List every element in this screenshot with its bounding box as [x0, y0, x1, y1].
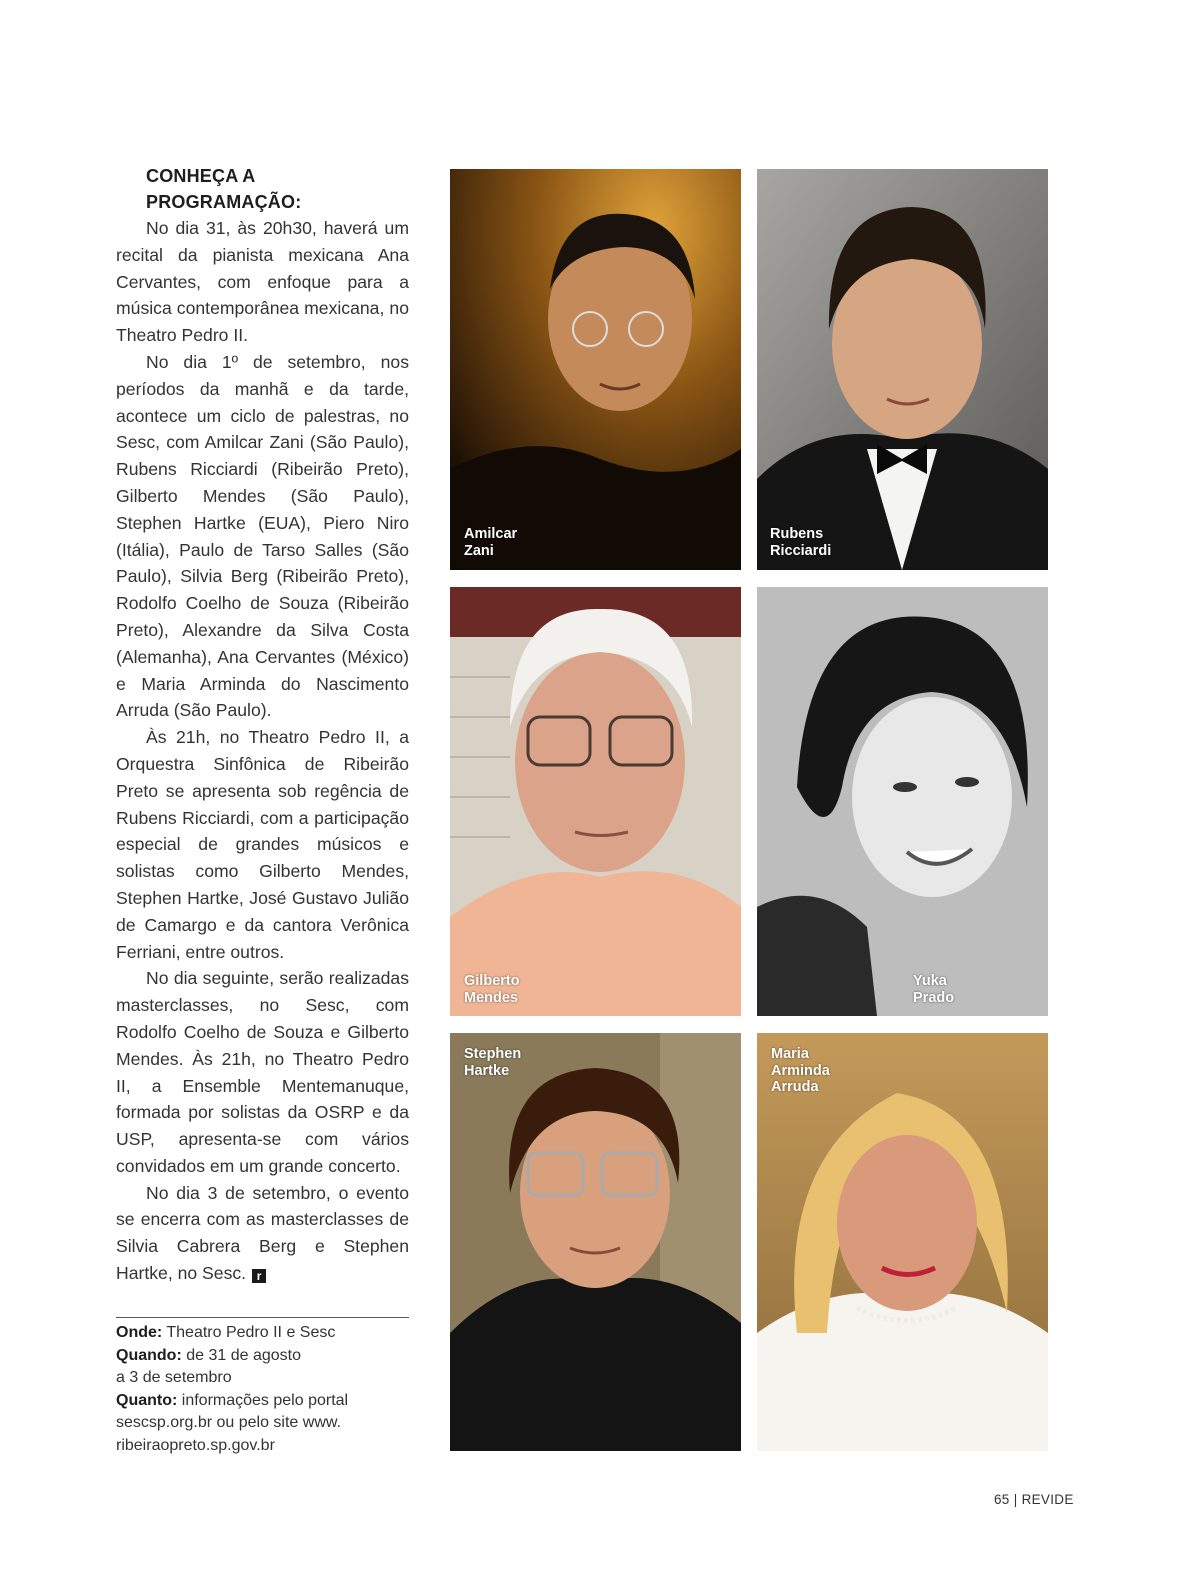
caption-yuka-prado: Yuka Prado — [913, 973, 955, 1006]
paragraph-2: No dia 1º de setembro, nos períodos da manhã e da tarde, acontece um ciclo de palestras, no Sesc, com Amilcar Zani (São Paulo), Rubens Ricciardi (Ribeirão Preto), Gilberto Mendes (São Paulo), Stephen Hartke (EUA), Piero Niro (Itália), Paulo de Tarso Salles (São Paulo), Silvia Berg (Ribeirão Preto), Rodolfo Coelho de Souza (Ribeirão Preto), Alexandre da Silva Costa (Alemanha), Ana Cervantes (México) e Maria Arminda do Nascimento Arruda (São Paulo). — [116, 351, 409, 721]
photo-amilcar-zani — [450, 169, 741, 570]
portrait-image — [450, 169, 741, 570]
magazine-name: REVIDE — [1021, 1492, 1074, 1507]
portrait-image — [450, 587, 741, 1016]
section-heading — [116, 163, 409, 215]
caption-gilberto-mendes: Gilberto Mendes — [464, 973, 520, 1006]
heading-line-1: CONHEÇA A — [146, 166, 256, 186]
info-quanto-cont-1: sescsp.org.br ou pelo site www. — [116, 1414, 341, 1431]
paragraph-5-text: No dia 3 de setembro, o evento se encerra com as masterclasses de Silvia Cabrera Berg e Stephen Hartke, no Sesc. — [116, 1182, 409, 1284]
photo-rubens-ricciardi — [757, 169, 1048, 570]
end-of-article-mark: r — [252, 1269, 266, 1283]
info-quanto-cont-2: ribeiraopreto.sp.gov.br — [116, 1436, 275, 1454]
folio-separator: | — [1013, 1492, 1018, 1507]
event-info-box — [116, 1322, 416, 1457]
article-column — [116, 163, 409, 1287]
photo-gilberto-mendes — [450, 587, 741, 1016]
caption-stephen-hartke: Stephen Hartke — [464, 1046, 522, 1079]
info-quanto: Quanto: informações pelo portal — [116, 1391, 349, 1409]
info-quando: Quando: de 31 de agosto — [116, 1346, 301, 1364]
portrait-image — [757, 587, 1048, 1016]
heading-line-2: PROGRAMAÇÃO: — [146, 192, 302, 212]
info-divider — [116, 1317, 409, 1318]
caption-rubens-ricciardi: Rubens Ricciardi — [770, 526, 832, 559]
info-quando-cont: a 3 de setembro — [116, 1369, 232, 1386]
portrait-image — [757, 1033, 1048, 1451]
page-folio — [994, 1492, 1074, 1507]
paragraph-5 — [116, 1180, 409, 1287]
page-number: 65 — [994, 1492, 1010, 1507]
info-onde: Onde: Theatro Pedro II e Sesc — [116, 1324, 336, 1341]
photo-maria-arminda-arruda — [757, 1033, 1048, 1451]
portrait-image — [450, 1033, 741, 1451]
caption-amilcar-zani: Amilcar Zani — [464, 526, 518, 559]
photo-stephen-hartke — [450, 1033, 741, 1451]
paragraph-4: No dia seguinte, serão realizadas masterclasses, no Sesc, com Rodolfo Coelho de Souza e Gilberto Mendes. Às 21h, no Theatro Pedro II, a Ensemble Mentemanuque, formada por solistas da OSRP e da USP, apresenta-se com vários convidados em um grande concerto. — [116, 968, 409, 1176]
paragraph-3: Às 21h, no Theatro Pedro II, a Orquestra Sinfônica de Ribeirão Preto se apresenta sob regência de Rubens Ricciardi, com a participação especial de grandes músicos e solistas como Gilberto Mendes, Stephen Hartke, José Gustavo Julião de Camargo e da cantora Verônica Ferriani, entre outros. — [116, 727, 409, 962]
paragraph-1: No dia 31, às 20h30, haverá um recital da pianista mexicana Ana Cervantes, com enfoque para a música contemporânea mexicana, no Theatro Pedro II. — [116, 218, 409, 346]
photo-yuka-prado — [757, 587, 1048, 1016]
portrait-image — [757, 169, 1048, 570]
caption-maria-arminda-arruda: Maria Arminda Arruda — [771, 1046, 830, 1095]
